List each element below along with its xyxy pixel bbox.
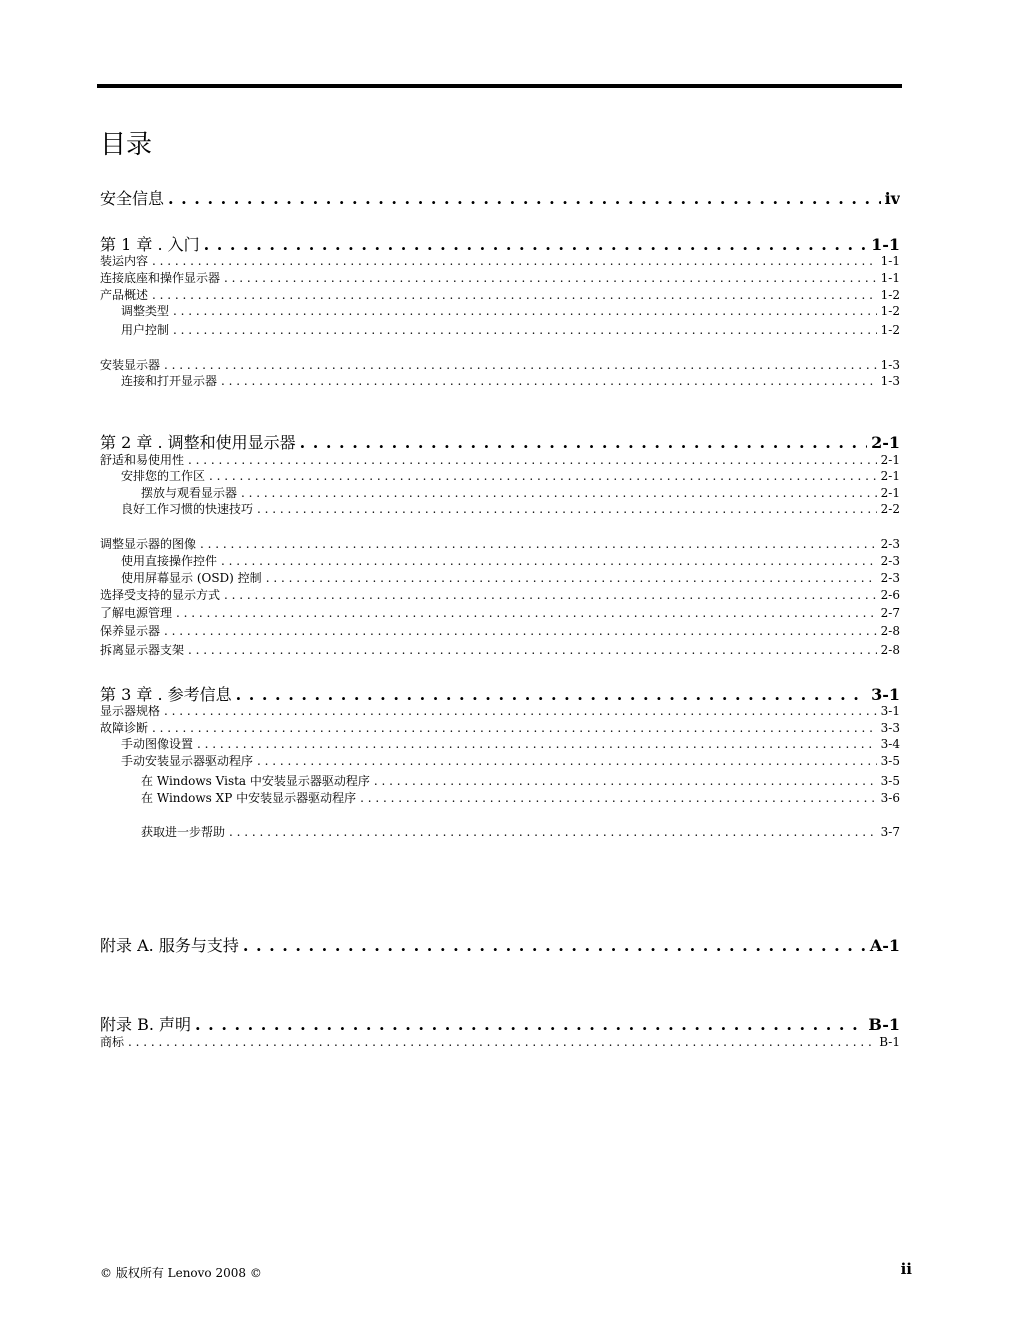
toc-page: 1-1 bbox=[880, 254, 900, 268]
toc-label: 故障诊断 bbox=[100, 721, 149, 735]
toc-entry-appendix-a[interactable] bbox=[100, 933, 900, 956]
toc-page: 2-1 bbox=[880, 486, 900, 500]
toc-page: B-1 bbox=[879, 1035, 900, 1049]
toc-label: 第 2 章 . 调整和使用显示器 bbox=[100, 433, 296, 452]
toc-entry[interactable] bbox=[100, 1033, 900, 1050]
toc-label: 摆放与观看显示器 bbox=[141, 486, 238, 500]
toc-entry[interactable] bbox=[100, 286, 900, 303]
toc-label: 第 3 章 . 参考信息 bbox=[100, 685, 232, 704]
toc-label: 安排您的工作区 bbox=[121, 469, 206, 483]
toc-entry[interactable] bbox=[100, 702, 900, 719]
toc-page: 1-2 bbox=[880, 323, 900, 337]
header-rule bbox=[97, 84, 902, 88]
toc-label: 商标 bbox=[100, 1035, 125, 1049]
toc-page: 3-1 bbox=[871, 685, 900, 704]
toc-label: 安装显示器 bbox=[100, 358, 161, 372]
toc-entry[interactable] bbox=[100, 622, 900, 639]
toc-label: 使用直接操作控件 bbox=[121, 554, 218, 568]
toc-label: 手动安装显示器驱动程序 bbox=[121, 754, 254, 768]
toc-entry[interactable] bbox=[121, 372, 900, 389]
toc-page: 2-1 bbox=[880, 453, 900, 467]
toc-entry[interactable] bbox=[121, 735, 900, 752]
toc-entry[interactable] bbox=[100, 719, 900, 736]
toc-entry[interactable] bbox=[100, 451, 900, 468]
toc-page: 2-3 bbox=[880, 537, 900, 551]
toc-page: 2-7 bbox=[880, 606, 900, 620]
page-title: 目录 bbox=[100, 130, 153, 160]
footer-copyright: © 版权所有 Lenovo 2008 © bbox=[100, 1266, 262, 1280]
toc-page: 2-8 bbox=[880, 624, 900, 638]
toc-page: 2-6 bbox=[880, 588, 900, 602]
toc-label: 显示器规格 bbox=[100, 704, 161, 718]
toc-page: 3-6 bbox=[880, 791, 900, 805]
toc-page: 1-2 bbox=[880, 304, 900, 318]
toc-label: 了解电源管理 bbox=[100, 606, 173, 620]
toc-page: iv bbox=[884, 189, 900, 208]
toc-entry[interactable] bbox=[100, 586, 900, 603]
toc-page: 1-3 bbox=[880, 358, 900, 372]
toc-entry[interactable] bbox=[100, 604, 900, 621]
toc-page: 2-1 bbox=[871, 433, 900, 452]
toc-entry[interactable] bbox=[121, 552, 900, 569]
toc-page: 3-7 bbox=[880, 825, 900, 839]
toc-label: 装运内容 bbox=[100, 254, 149, 268]
toc-entry[interactable] bbox=[141, 484, 900, 501]
toc-page: 2-1 bbox=[880, 469, 900, 483]
toc-entry[interactable] bbox=[121, 500, 900, 517]
toc-page: 1-1 bbox=[880, 271, 900, 285]
toc-entry[interactable] bbox=[100, 252, 900, 269]
toc-label: 调整显示器的图像 bbox=[100, 537, 197, 551]
toc-label: 舒适和易使用性 bbox=[100, 453, 185, 467]
toc-label: 第 1 章 . 入门 bbox=[100, 235, 200, 254]
toc-page: 3-5 bbox=[880, 774, 900, 788]
toc-entry[interactable] bbox=[121, 752, 900, 769]
toc-label: 获取进一步帮助 bbox=[141, 825, 226, 839]
toc-label: 良好工作习惯的快速技巧 bbox=[121, 502, 254, 516]
toc-entry[interactable] bbox=[141, 823, 900, 840]
toc-entry[interactable] bbox=[100, 269, 900, 286]
toc-page: 2-3 bbox=[880, 554, 900, 568]
toc-label: 保养显示器 bbox=[100, 624, 161, 638]
toc-label: 选择受支持的显示方式 bbox=[100, 588, 221, 602]
toc-page: A-1 bbox=[869, 936, 900, 955]
toc-entry[interactable] bbox=[121, 302, 900, 319]
toc-page: 3-4 bbox=[880, 737, 900, 751]
toc-page: 1-1 bbox=[871, 235, 900, 254]
toc-entry[interactable] bbox=[100, 356, 900, 373]
toc-page: 2-8 bbox=[880, 643, 900, 657]
toc-page: B-1 bbox=[868, 1015, 900, 1034]
toc-entry-safety[interactable] bbox=[100, 186, 900, 209]
footer-page-number: ii bbox=[900, 1260, 912, 1278]
toc-page: 3-5 bbox=[880, 754, 900, 768]
toc-entry-appendix-b[interactable] bbox=[100, 1012, 900, 1035]
toc-label: 连接和打开显示器 bbox=[121, 374, 218, 388]
toc-label: 在 Windows XP 中安装显示器驱动程序 bbox=[141, 791, 357, 805]
toc-entry[interactable] bbox=[121, 467, 900, 484]
toc-entry[interactable] bbox=[100, 535, 900, 552]
toc-label: 安全信息 bbox=[100, 189, 165, 208]
toc-label: 附录 B. 声明 bbox=[100, 1015, 192, 1034]
toc-page: 3-1 bbox=[880, 704, 900, 718]
toc-page: 3-3 bbox=[880, 721, 900, 735]
toc-entry[interactable] bbox=[121, 569, 900, 586]
toc-label: 拆离显示器支架 bbox=[100, 643, 185, 657]
toc-label: 手动图像设置 bbox=[121, 737, 194, 751]
toc-label: 在 Windows Vista 中安装显示器驱动程序 bbox=[141, 774, 370, 788]
toc-page: 2-2 bbox=[880, 502, 900, 516]
toc-entry[interactable] bbox=[121, 321, 900, 338]
toc-page: 2-3 bbox=[880, 571, 900, 585]
toc-entry[interactable] bbox=[141, 789, 900, 806]
toc-entry-chapter-2[interactable] bbox=[100, 430, 900, 453]
toc-entry[interactable] bbox=[100, 641, 900, 658]
toc-label: 连接底座和操作显示器 bbox=[100, 271, 221, 285]
toc-label: 使用屏幕显示 (OSD) 控制 bbox=[121, 571, 262, 585]
toc-label: 调整类型 bbox=[121, 304, 170, 318]
toc-entry[interactable] bbox=[141, 772, 900, 789]
toc-page: 1-3 bbox=[880, 374, 900, 388]
toc-label: 产品概述 bbox=[100, 288, 149, 302]
toc-label: 用户控制 bbox=[121, 323, 170, 337]
toc-page: 1-2 bbox=[880, 288, 900, 302]
toc-label: 附录 A. 服务与支持 bbox=[100, 936, 239, 955]
